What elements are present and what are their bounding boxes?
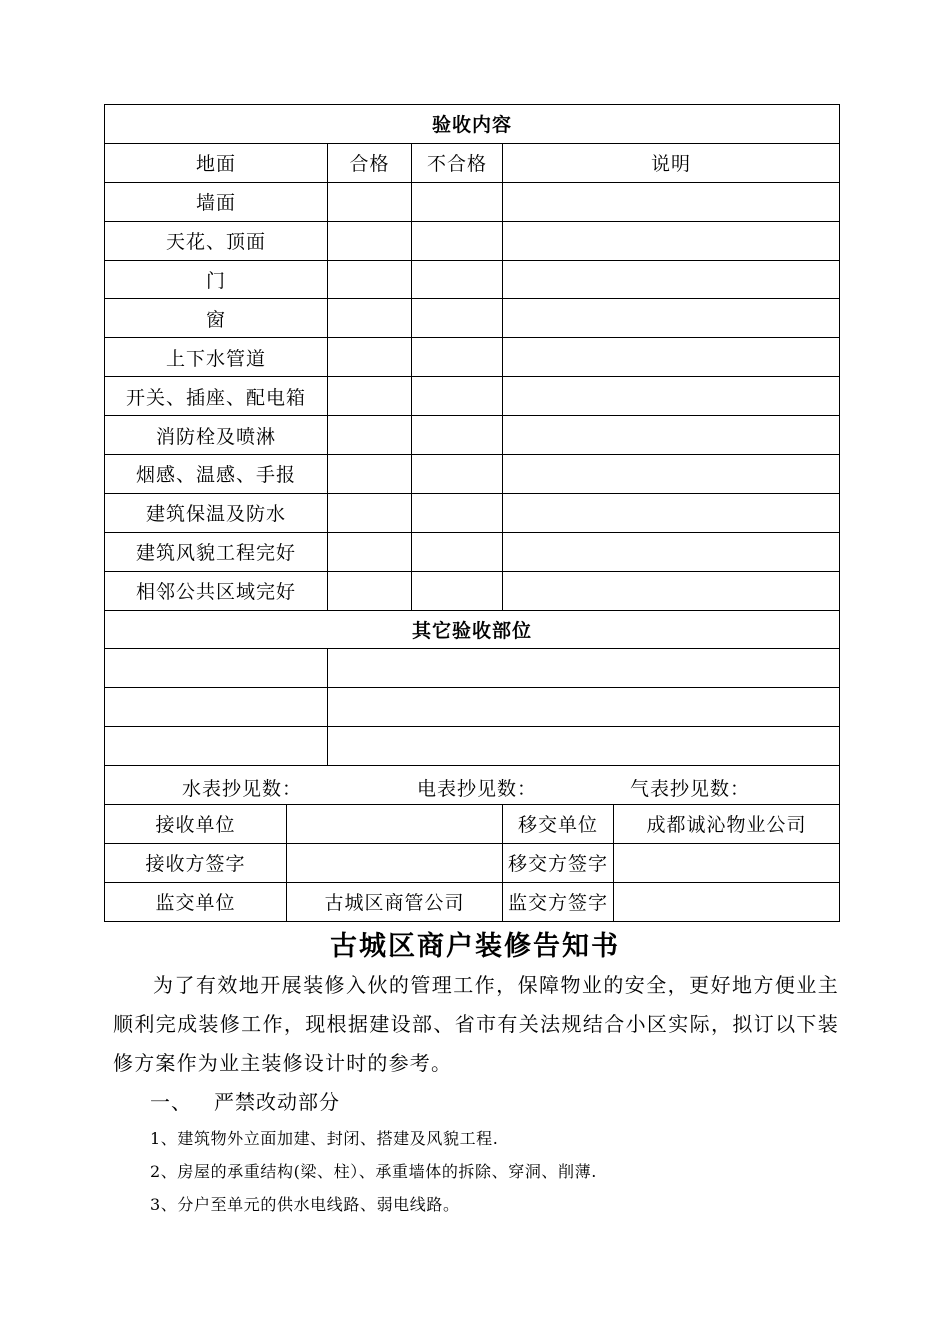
table-row bbox=[105, 882, 840, 921]
column-header-row bbox=[105, 143, 840, 182]
pass-cell[interactable] bbox=[328, 571, 412, 610]
remarks-cell[interactable] bbox=[503, 260, 840, 299]
item-label: 上下水管道 bbox=[105, 338, 328, 377]
item-label: 建筑风貌工程完好 bbox=[105, 532, 328, 571]
column-header-remarks: 说明 bbox=[503, 143, 840, 182]
section-number: 一、 bbox=[150, 1090, 192, 1114]
pass-cell[interactable] bbox=[328, 532, 412, 571]
remarks-cell[interactable] bbox=[503, 532, 840, 571]
fail-cell[interactable] bbox=[412, 493, 503, 532]
other-area-name-cell[interactable] bbox=[105, 688, 328, 727]
supervising-unit-value: 古城区商管公司 bbox=[287, 882, 503, 921]
other-area-detail-cell[interactable] bbox=[328, 688, 840, 727]
table-row bbox=[105, 455, 840, 494]
table-row bbox=[105, 416, 840, 455]
fail-cell[interactable] bbox=[412, 299, 503, 338]
column-header-pass: 合格 bbox=[328, 143, 412, 182]
other-area-detail-cell[interactable] bbox=[328, 727, 840, 766]
item-label: 消防栓及喷淋 bbox=[105, 416, 328, 455]
gas-meter-label: 气表抄见数： bbox=[630, 778, 751, 801]
transferring-unit-label: 移交单位 bbox=[503, 805, 614, 844]
meter-readings-row bbox=[105, 766, 840, 805]
remarks-cell[interactable] bbox=[503, 571, 840, 610]
table-row bbox=[105, 260, 840, 299]
table-row bbox=[105, 493, 840, 532]
table-row bbox=[105, 571, 840, 610]
electric-meter-label: 电表抄见数： bbox=[417, 778, 538, 801]
other-area-name-cell[interactable] bbox=[105, 727, 328, 766]
item-label: 天花、顶面 bbox=[105, 221, 328, 260]
item-label: 相邻公共区域完好 bbox=[105, 571, 328, 610]
section-header-acceptance: 验收内容 bbox=[105, 105, 840, 144]
fail-cell[interactable] bbox=[412, 532, 503, 571]
table-row bbox=[105, 182, 840, 221]
section-heading bbox=[150, 1086, 340, 1115]
supervisor-signature-label: 监交方签字 bbox=[503, 882, 614, 921]
table-row bbox=[105, 221, 840, 260]
table-row bbox=[105, 649, 840, 688]
remarks-cell[interactable] bbox=[503, 493, 840, 532]
remarks-cell[interactable] bbox=[503, 338, 840, 377]
notice-title: 古城区商户装修告知书 bbox=[330, 931, 620, 962]
pass-cell[interactable] bbox=[328, 377, 412, 416]
table-row bbox=[105, 299, 840, 338]
fail-cell[interactable] bbox=[412, 571, 503, 610]
item-label: 门 bbox=[105, 260, 328, 299]
pass-cell[interactable] bbox=[328, 455, 412, 494]
fail-cell[interactable] bbox=[412, 260, 503, 299]
rule-item: 1、建筑物外立面加建、封闭、搭建及风貌工程. bbox=[150, 1129, 499, 1148]
section-header-row bbox=[105, 610, 840, 649]
column-header-fail: 不合格 bbox=[412, 143, 503, 182]
pass-cell[interactable] bbox=[328, 493, 412, 532]
remarks-cell[interactable] bbox=[503, 455, 840, 494]
fail-cell[interactable] bbox=[412, 338, 503, 377]
transferor-signature-label: 移交方签字 bbox=[503, 843, 614, 882]
section-header-other-areas: 其它验收部位 bbox=[105, 610, 840, 649]
pass-cell[interactable] bbox=[328, 416, 412, 455]
notice-intro-paragraph: 为了有效地开展装修入伙的管理工作，保障物业的安全，更好地方便业主顺利完成装修工作，现根据建设部、省市有关法规结合小区实际，拟订以下装修方案作为业主装修设计时的参考。 bbox=[113, 973, 839, 1075]
remarks-cell[interactable] bbox=[503, 221, 840, 260]
receiver-signature-value[interactable] bbox=[287, 843, 503, 882]
section-header-row bbox=[105, 105, 840, 144]
pass-cell[interactable] bbox=[328, 260, 412, 299]
other-area-detail-cell[interactable] bbox=[328, 649, 840, 688]
column-header-floor: 地面 bbox=[105, 143, 328, 182]
pass-cell[interactable] bbox=[328, 182, 412, 221]
table-row bbox=[105, 338, 840, 377]
transferor-signature-value[interactable] bbox=[614, 843, 840, 882]
rule-item: 3、分户至单元的供水电线路、弱电线路。 bbox=[150, 1195, 460, 1214]
table-row bbox=[105, 843, 840, 882]
item-label: 烟感、温感、手报 bbox=[105, 455, 328, 494]
section-title: 严禁改动部分 bbox=[214, 1090, 340, 1114]
pass-cell[interactable] bbox=[328, 299, 412, 338]
table-row bbox=[105, 532, 840, 571]
receiver-signature-label: 接收方签字 bbox=[105, 843, 287, 882]
item-label: 建筑保温及防水 bbox=[105, 493, 328, 532]
table-row bbox=[105, 688, 840, 727]
other-area-name-cell[interactable] bbox=[105, 649, 328, 688]
remarks-cell[interactable] bbox=[503, 182, 840, 221]
rule-item: 2、房屋的承重结构(梁、柱）、承重墙体的拆除、穿洞、削薄. bbox=[150, 1162, 597, 1181]
pass-cell[interactable] bbox=[328, 338, 412, 377]
table-row bbox=[105, 805, 840, 844]
fail-cell[interactable] bbox=[412, 455, 503, 494]
fail-cell[interactable] bbox=[412, 377, 503, 416]
fail-cell[interactable] bbox=[412, 221, 503, 260]
item-label: 开关、插座、配电箱 bbox=[105, 377, 328, 416]
remarks-cell[interactable] bbox=[503, 416, 840, 455]
supervising-unit-label: 监交单位 bbox=[105, 882, 287, 921]
fail-cell[interactable] bbox=[412, 416, 503, 455]
transferring-unit-value: 成都诚沁物业公司 bbox=[614, 805, 840, 844]
receiving-unit-value[interactable] bbox=[287, 805, 503, 844]
remarks-cell[interactable] bbox=[503, 299, 840, 338]
remarks-cell[interactable] bbox=[503, 377, 840, 416]
acceptance-form-table bbox=[104, 104, 840, 922]
receiving-unit-label: 接收单位 bbox=[105, 805, 287, 844]
fail-cell[interactable] bbox=[412, 182, 503, 221]
item-label: 窗 bbox=[105, 299, 328, 338]
item-label: 墙面 bbox=[105, 182, 328, 221]
supervisor-signature-value[interactable] bbox=[614, 882, 840, 921]
pass-cell[interactable] bbox=[328, 221, 412, 260]
water-meter-label: 水表抄见数： bbox=[182, 778, 303, 801]
table-row bbox=[105, 727, 840, 766]
table-row bbox=[105, 377, 840, 416]
